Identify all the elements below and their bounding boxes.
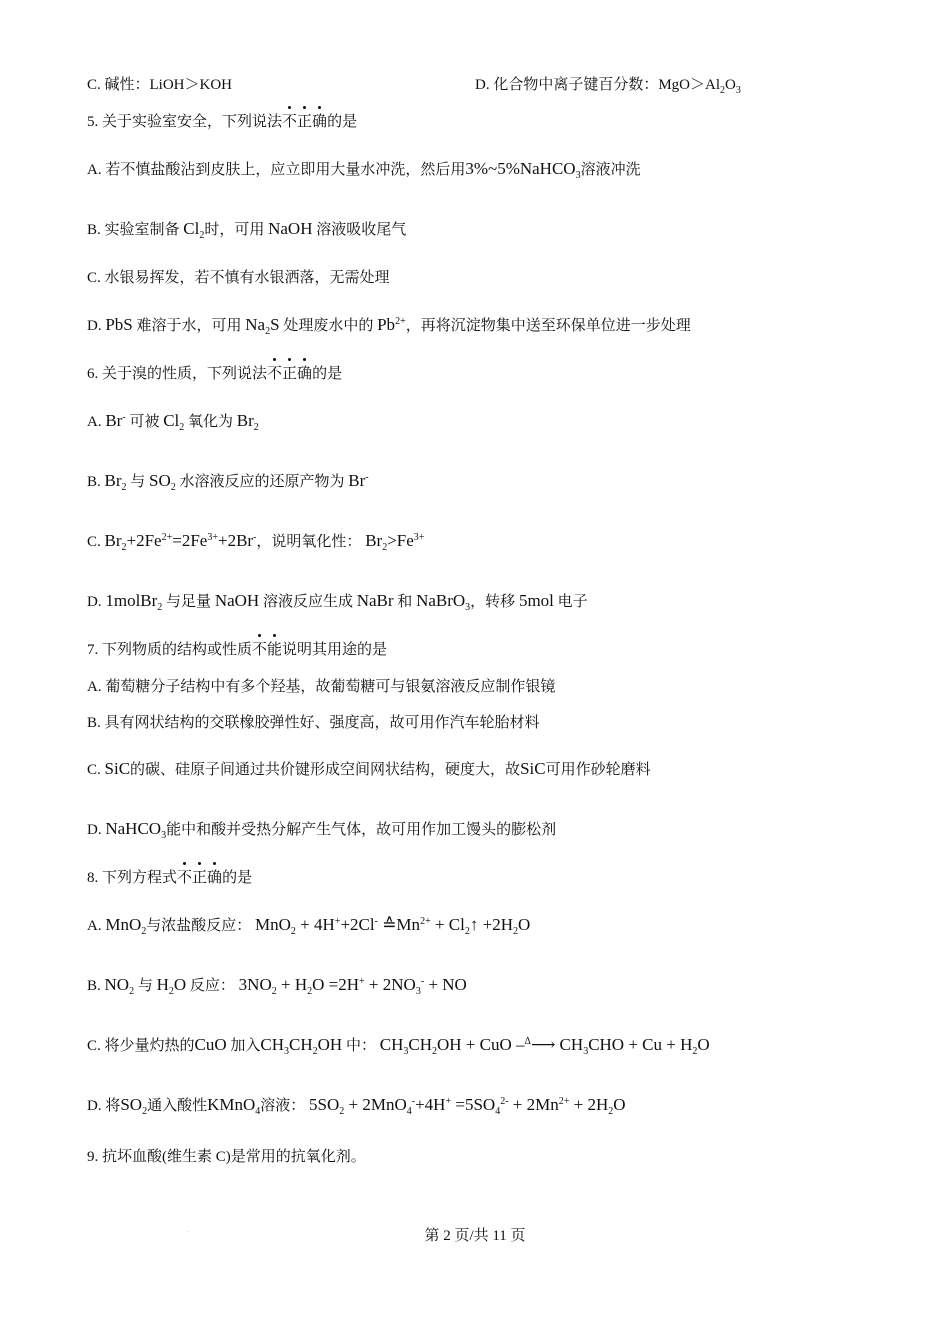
page-footer: 第 2 页/共 11 页 xyxy=(424,1228,526,1244)
q6-option-c: C. $Br_2+2Fe^{2+}=2Fe^{3+}+2Br^-$，说明氧化性： $Br_2>Fe^{3+}$ xyxy=(87,531,425,553)
q8-option-c: C. 将少量灼热的CuO 加入$CH_3CH_2OH$ 中： $CH_3CH_2OH$ + CuO –$^\Delta$⟶ $CH_3CHO + Cu + H_2O$ xyxy=(87,1035,710,1057)
q6-option-d: D. 1molBr$_2$ 与足量 NaOH 溶液反应生成 NaBr 和 NaBrO$_3$，转移 5mol 电子 xyxy=(87,591,588,613)
q7-option-c: C. SiC的碳、硅原子间通过共价键形成空间网状结构，硬度大，故SiC可用作砂轮磨料 xyxy=(87,759,651,778)
q5-option-b: B. 实验室制备 $Cl_2$时，可用 NaOH 溶液吸收尾气 xyxy=(87,219,407,241)
q8-option-a: A. MnO$_2$与浓盐酸反应： MnO$_2$ + 4H++2Cl- $≙Mn^{2+}$ + $Cl_2↑ +2H_2O$ xyxy=(87,915,531,937)
q5-stem: 5. 关于实验室安全，下列说法不正确的是 xyxy=(87,110,357,134)
q5-option-c: C. 水银易挥发，若不慎有水银洒落，无需处理 xyxy=(87,270,390,286)
q8-option-b: B. $NO_2$ 与 $H_2O$ 反应： $3NO_2 + H_2O =2H^+ + 2NO_3^-$ + NO xyxy=(87,975,467,997)
q7-option-a: A. 葡萄糖分子结构中有多个羟基，故葡萄糖可与银氨溶液反应制作银镜 xyxy=(87,679,556,695)
q7-option-b: B. 具有网状结构的交联橡胶弹性好、强度高，故可用作汽车轮胎材料 xyxy=(87,715,540,731)
q8-option-d: D. 将$SO_2$通入酸性KMnO$_4$溶液： $5SO_2 + 2MnO_4^-+4H^+ =5SO_4^{2-} + 2Mn^{2+} + 2H_2O$ xyxy=(87,1095,626,1117)
q4-option-d: D. 化合物中离子键百分数：$MgO>Al_2O_3$ xyxy=(475,77,741,96)
q5-option-a: A. 若不慎盐酸沾到皮肤上，应立即用大量水冲洗，然后用3%~5%NaHCO$_3$溶液冲洗 xyxy=(87,159,641,181)
q4-option-c: C. 碱性：LiOH＞KOH xyxy=(87,77,232,93)
q7-option-d: D. NaHCO$_3$能中和酸并受热分解产生气体，故可用作加工馒头的膨松剂 xyxy=(87,819,557,841)
q6-option-b: B. $Br_2$ 与 $SO_2$ 水溶液反应的还原产物为 Br- xyxy=(87,471,369,493)
scan-mark: . xyxy=(188,1228,190,1234)
q6-stem: 6. 关于溴的性质，下列说法不正确的是 xyxy=(87,362,342,386)
q9-stem: 9. 抗坏血酸(维生素 C)是常用的抗氧化剂。 xyxy=(87,1149,366,1165)
q5-option-d: D. PbS 难溶于水，可用 $Na_2S$ 处理废水中的 $Pb^{2+}$，再将沉淀物集中送至环保单位进一步处理 xyxy=(87,315,691,337)
q6-option-a: A. Br- 可被 $Cl_2$ 氧化为 $Br_2$ xyxy=(87,411,259,433)
q7-stem: 7. 下列物质的结构或性质不能说明其用途的是 xyxy=(87,638,387,662)
q8-stem: 8. 下列方程式不正确的是 xyxy=(87,866,252,890)
